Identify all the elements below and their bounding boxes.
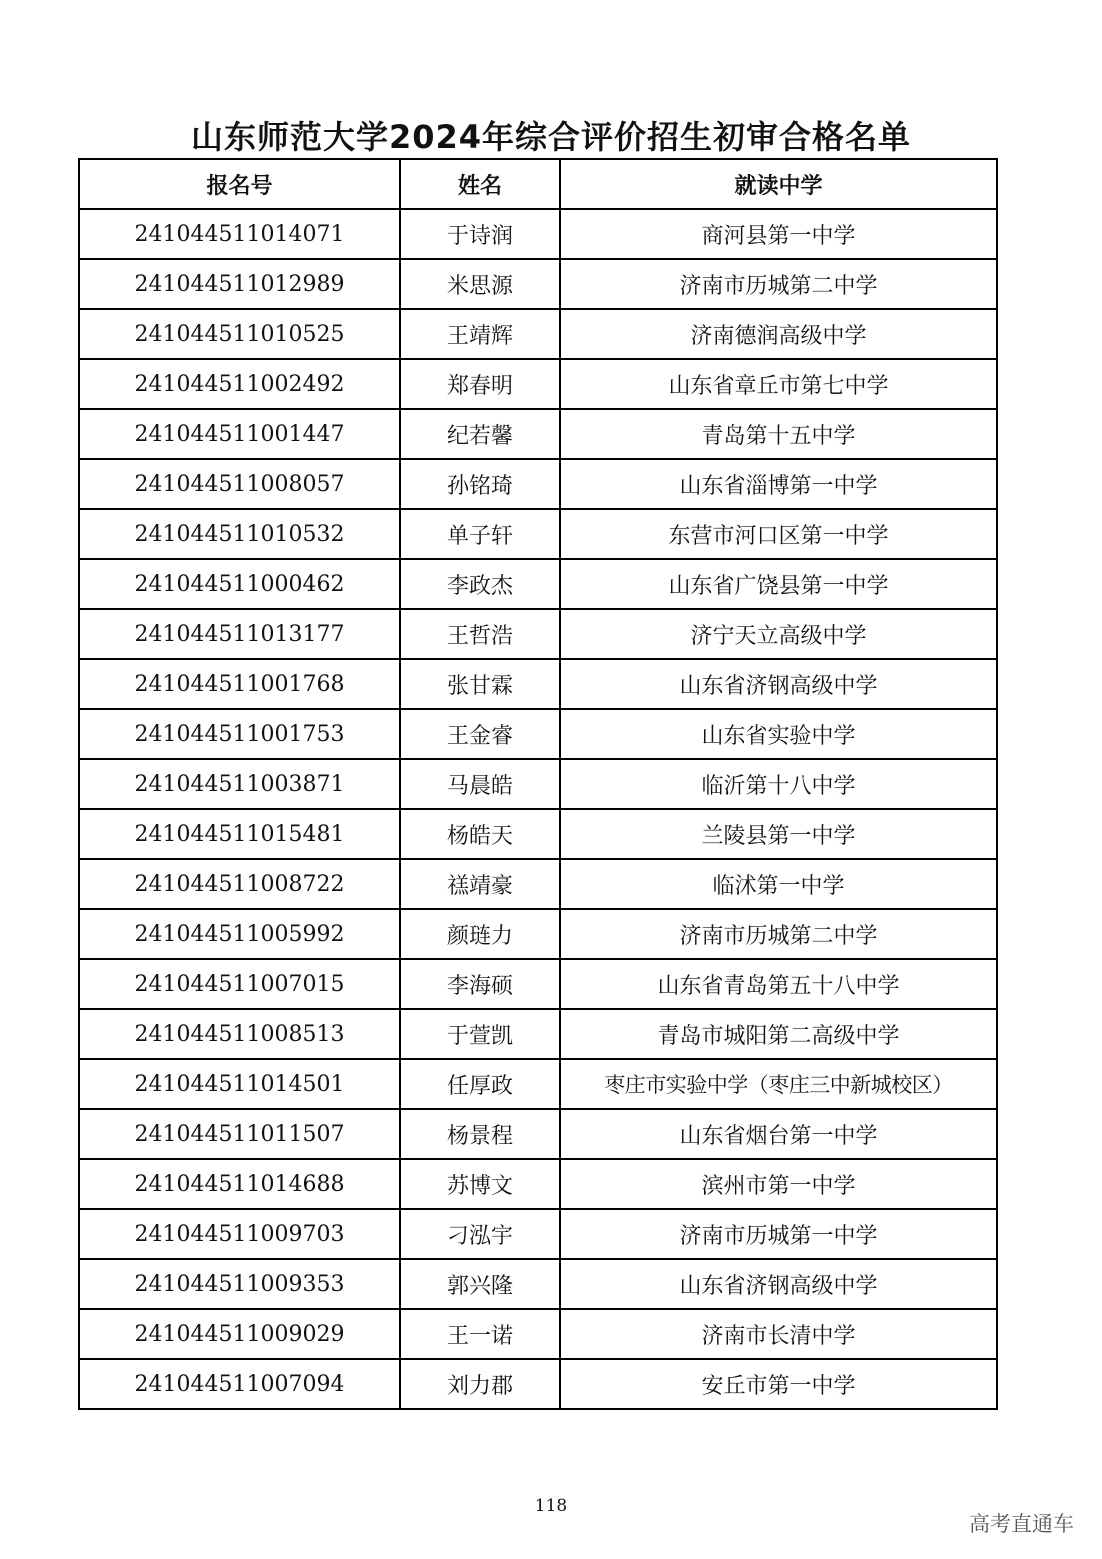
cell-registration-number: 241044511005992 xyxy=(79,909,400,959)
cell-school: 山东省济钢高级中学 xyxy=(560,659,997,709)
cell-registration-number: 241044511010525 xyxy=(79,309,400,359)
cell-name: 单子轩 xyxy=(400,509,560,559)
table-row xyxy=(79,1109,997,1159)
cell-registration-number: 241044511000462 xyxy=(79,559,400,609)
cell-school: 临沂第十八中学 xyxy=(560,759,997,809)
cell-school: 山东省烟台第一中学 xyxy=(560,1109,997,1159)
cell-school: 山东省济钢高级中学 xyxy=(560,1259,997,1309)
document-title: 山东师范大学2024年综合评价招生初审合格名单 xyxy=(190,118,912,156)
cell-registration-number: 241044511012989 xyxy=(79,259,400,309)
table-row xyxy=(79,509,997,559)
cell-name: 杨皓天 xyxy=(400,809,560,859)
header-name: 姓名 xyxy=(400,159,560,209)
cell-name: 颜琏力 xyxy=(400,909,560,959)
table-row xyxy=(79,1309,997,1359)
cell-registration-number: 241044511002492 xyxy=(79,359,400,409)
cell-name: 王靖辉 xyxy=(400,309,560,359)
cell-school: 临沭第一中学 xyxy=(560,859,997,909)
cell-registration-number: 241044511007015 xyxy=(79,959,400,1009)
cell-school: 济南市历城第二中学 xyxy=(560,259,997,309)
table-row xyxy=(79,859,997,909)
cell-school: 青岛第十五中学 xyxy=(560,409,997,459)
table-row xyxy=(79,559,997,609)
watermark: 高考直通车 xyxy=(969,1512,1074,1536)
cell-school: 济南市历城第二中学 xyxy=(560,909,997,959)
cell-registration-number: 241044511009703 xyxy=(79,1209,400,1259)
header-school: 就读中学 xyxy=(560,159,997,209)
cell-school: 枣庄市实验中学（枣庄三中新城校区） xyxy=(560,1059,997,1109)
cell-name: 禚靖豪 xyxy=(400,859,560,909)
table-row xyxy=(79,359,997,409)
cell-name: 王哲浩 xyxy=(400,609,560,659)
cell-name: 郑春明 xyxy=(400,359,560,409)
cell-name: 李海硕 xyxy=(400,959,560,1009)
table-row xyxy=(79,909,997,959)
table-row xyxy=(79,659,997,709)
cell-school: 济宁天立高级中学 xyxy=(560,609,997,659)
cell-name: 王金睿 xyxy=(400,709,560,759)
cell-name: 郭兴隆 xyxy=(400,1259,560,1309)
table-row xyxy=(79,209,997,259)
table-row xyxy=(79,309,997,359)
cell-registration-number: 241044511015481 xyxy=(79,809,400,859)
cell-registration-number: 241044511008057 xyxy=(79,459,400,509)
cell-school: 青岛市城阳第二高级中学 xyxy=(560,1009,997,1059)
cell-registration-number: 241044511001768 xyxy=(79,659,400,709)
cell-registration-number: 241044511010532 xyxy=(79,509,400,559)
cell-school: 兰陵县第一中学 xyxy=(560,809,997,859)
table-row xyxy=(79,759,997,809)
cell-name: 纪若馨 xyxy=(400,409,560,459)
cell-name: 苏博文 xyxy=(400,1159,560,1209)
table-row xyxy=(79,1059,997,1109)
table-row xyxy=(79,259,997,309)
cell-registration-number: 241044511009353 xyxy=(79,1259,400,1309)
cell-name: 刁泓宇 xyxy=(400,1209,560,1259)
table-body xyxy=(79,209,997,1409)
cell-name: 张甘霖 xyxy=(400,659,560,709)
table-row xyxy=(79,1259,997,1309)
cell-registration-number: 241044511001753 xyxy=(79,709,400,759)
cell-name: 马晨皓 xyxy=(400,759,560,809)
table-row xyxy=(79,1009,997,1059)
cell-school: 滨州市第一中学 xyxy=(560,1159,997,1209)
table-row xyxy=(79,609,997,659)
cell-school: 山东省青岛第五十八中学 xyxy=(560,959,997,1009)
admission-list-table xyxy=(78,158,998,1410)
cell-name: 李政杰 xyxy=(400,559,560,609)
cell-school: 济南市历城第一中学 xyxy=(560,1209,997,1259)
cell-school: 济南市长清中学 xyxy=(560,1309,997,1359)
cell-name: 米思源 xyxy=(400,259,560,309)
cell-registration-number: 241044511008513 xyxy=(79,1009,400,1059)
header-registration-number: 报名号 xyxy=(79,159,400,209)
cell-name: 任厚政 xyxy=(400,1059,560,1109)
cell-registration-number: 241044511014071 xyxy=(79,209,400,259)
cell-school: 山东省淄博第一中学 xyxy=(560,459,997,509)
cell-registration-number: 241044511013177 xyxy=(79,609,400,659)
cell-registration-number: 241044511009029 xyxy=(79,1309,400,1359)
table-row xyxy=(79,409,997,459)
cell-registration-number: 241044511008722 xyxy=(79,859,400,909)
table-row xyxy=(79,1159,997,1209)
cell-school: 山东省章丘市第七中学 xyxy=(560,359,997,409)
table-row xyxy=(79,709,997,759)
cell-school: 山东省广饶县第一中学 xyxy=(560,559,997,609)
cell-school: 济南德润高级中学 xyxy=(560,309,997,359)
table-row xyxy=(79,459,997,509)
cell-school: 商河县第一中学 xyxy=(560,209,997,259)
cell-name: 王一诺 xyxy=(400,1309,560,1359)
cell-registration-number: 241044511003871 xyxy=(79,759,400,809)
cell-name: 杨景程 xyxy=(400,1109,560,1159)
table-row xyxy=(79,809,997,859)
page-number: 118 xyxy=(534,1496,568,1516)
table-row xyxy=(79,1359,997,1409)
table-row xyxy=(79,959,997,1009)
cell-school: 东营市河口区第一中学 xyxy=(560,509,997,559)
cell-school: 山东省实验中学 xyxy=(560,709,997,759)
cell-name: 于萱凯 xyxy=(400,1009,560,1059)
cell-name: 于诗润 xyxy=(400,209,560,259)
table-row xyxy=(79,1209,997,1259)
cell-registration-number: 241044511007094 xyxy=(79,1359,400,1409)
cell-name: 刘力郡 xyxy=(400,1359,560,1409)
cell-name: 孙铭琦 xyxy=(400,459,560,509)
cell-registration-number: 241044511014501 xyxy=(79,1059,400,1109)
cell-registration-number: 241044511011507 xyxy=(79,1109,400,1159)
cell-registration-number: 241044511014688 xyxy=(79,1159,400,1209)
cell-school: 安丘市第一中学 xyxy=(560,1359,997,1409)
table-header-row xyxy=(79,159,997,209)
cell-registration-number: 241044511001447 xyxy=(79,409,400,459)
